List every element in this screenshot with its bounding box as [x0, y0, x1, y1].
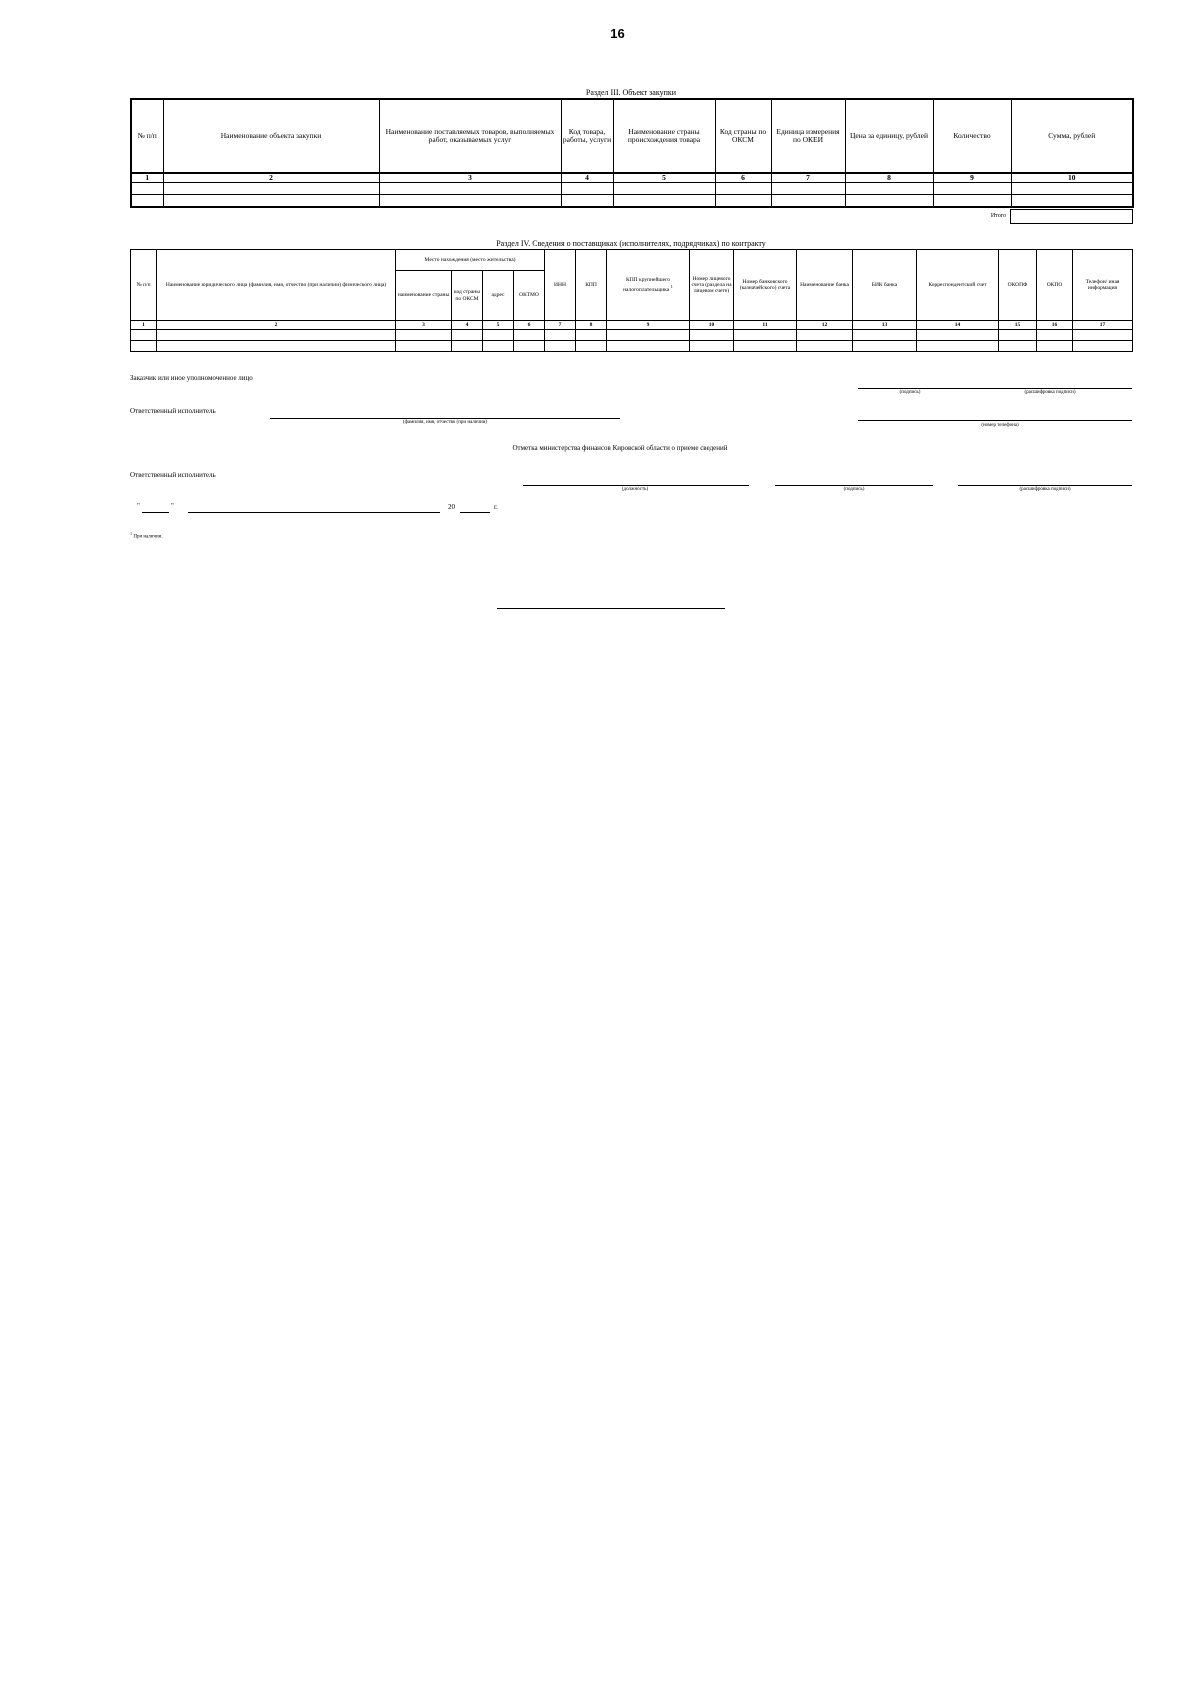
s4-header-account: Номер лицевого счета (раздела на лицевом счете)	[690, 250, 734, 321]
s3-blank-row	[131, 195, 1133, 208]
signature-line-2	[775, 485, 933, 486]
executor-phone-line	[858, 420, 1132, 421]
s3-header-country: Наименование страны происхождения товара	[613, 99, 715, 173]
s4-blank-row	[131, 330, 1133, 341]
s4-col-number: 16	[1037, 321, 1073, 330]
date-quote-open: "	[137, 502, 140, 510]
s4-col-number: 2	[157, 321, 396, 330]
decode-caption: (расшифровка подписи)	[1024, 390, 1076, 395]
s4-header-country-code: код страны по ОКСМ	[452, 271, 483, 321]
s4-header-address: адрес	[483, 271, 514, 321]
date-day-line	[142, 512, 169, 513]
signature-caption: (подпись)	[899, 390, 921, 395]
s4-header-bank-account: Номер банковского (казначейского) счета	[734, 250, 797, 321]
s4-header-inn: ИНН	[545, 250, 576, 321]
s3-header-num: № п/п	[131, 99, 163, 173]
s4-header-okpo: ОКПО	[1037, 250, 1073, 321]
s3-total-cell	[1010, 209, 1133, 224]
s4-header-num: № п/п	[131, 250, 157, 321]
executor-fio-line	[270, 418, 620, 419]
s4-header-phone: Телефон/ иная информация	[1073, 250, 1133, 321]
s4-header-name: Наименование юридического лица (фамилия, имя, отчество (при наличии) физического лица)	[157, 250, 396, 321]
s3-col-number: 1	[131, 173, 163, 183]
page-number: 16	[610, 26, 625, 41]
s4-col-number: 13	[853, 321, 917, 330]
footnote-marker: 1	[670, 283, 673, 289]
date-quote-close: "	[171, 502, 174, 510]
s4-col-number: 8	[576, 321, 607, 330]
s4-col-number: 3	[396, 321, 452, 330]
s4-col-number: 9	[607, 321, 690, 330]
s3-blank-row	[131, 183, 1133, 195]
position-caption: (должность)	[621, 487, 649, 492]
s3-col-number: 2	[163, 173, 379, 183]
s3-header-goods: Наименование поставляемых товаров, выполняемых работ, оказываемых услуг	[379, 99, 561, 173]
fio-caption: (фамилия, имя, отчество (при наличии)	[403, 420, 487, 425]
s3-header-country-code: Код страны по ОКСМ	[715, 99, 771, 173]
section3-table	[130, 98, 1134, 208]
s3-col-number: 9	[933, 173, 1011, 183]
s3-total-label: Итого	[990, 213, 1006, 219]
s4-header-location: Место нахождения (место жительства)	[396, 250, 545, 271]
s4-col-number: 4	[452, 321, 483, 330]
s4-header-corr-account: Корреспондентский счет	[917, 250, 999, 321]
s4-header-oktmo: ОКТМО	[514, 271, 545, 321]
phone-caption: (номер телефона)	[981, 423, 1019, 428]
date-year-prefix: 20	[448, 503, 455, 511]
s3-header-price: Цена за единицу, рублей	[845, 99, 933, 173]
executor-label-2: Ответственный исполнитель	[130, 471, 216, 479]
s4-header-bik: БИК банка	[853, 250, 917, 321]
s4-col-number: 14	[917, 321, 999, 330]
s4-col-number: 5	[483, 321, 514, 330]
customer-signature-line	[858, 388, 1132, 389]
s3-col-number: 3	[379, 173, 561, 183]
s4-header-kpp-major: КПП крупнейшего налогоплательщика $^1$	[607, 250, 690, 321]
ministry-mark-title: Отметка министерства финансов Кировской области о приеме сведений	[512, 444, 728, 452]
s3-header-unit: Единица измерения по ОКЕИ	[771, 99, 845, 173]
s3-col-number: 8	[845, 173, 933, 183]
s3-header-quantity: Количество	[933, 99, 1011, 173]
s4-blank-row	[131, 341, 1133, 352]
s3-col-number: 6	[715, 173, 771, 183]
executor-label: Ответственный исполнитель	[130, 407, 216, 415]
s4-header-kpp: КПП	[576, 250, 607, 321]
s4-col-number: 10	[690, 321, 734, 330]
end-separator-line	[497, 608, 725, 609]
s3-header-code: Код товара, работы, услуги	[561, 99, 613, 173]
footnote-marker: 1	[130, 531, 133, 536]
s3-col-number: 4	[561, 173, 613, 183]
s3-col-number: 5	[613, 173, 715, 183]
section4-title: Раздел IV. Сведения о поставщиках (исполнителях, подрядчиках) по контракту	[496, 239, 766, 248]
s4-col-number: 17	[1073, 321, 1133, 330]
s4-header-country-name: наименование страны	[396, 271, 452, 321]
s4-col-number: 6	[514, 321, 545, 330]
s3-col-number: 10	[1011, 173, 1133, 183]
decode-caption-2: (расшифровка подписи)	[1019, 487, 1071, 492]
customer-label: Заказчик или иное уполномоченное лицо	[130, 374, 253, 382]
s3-col-number: 7	[771, 173, 845, 183]
section3-title: Раздел III. Объект закупки	[585, 88, 677, 97]
position-line	[523, 485, 749, 486]
date-year-line	[460, 512, 490, 513]
s4-col-number: 15	[999, 321, 1037, 330]
s4-col-number: 12	[797, 321, 853, 330]
s4-col-number: 1	[131, 321, 157, 330]
s4-header-bank-name: Наименование банка	[797, 250, 853, 321]
footnote	[130, 531, 163, 540]
s4-col-number: 11	[734, 321, 797, 330]
section4-table	[130, 249, 1133, 352]
s4-col-number: 7	[545, 321, 576, 330]
signature-caption-2: (подпись)	[843, 487, 865, 492]
footnote-text: При наличии.	[133, 534, 163, 540]
s3-header-sum: Сумма, рублей	[1011, 99, 1133, 173]
date-year-suffix: г.	[494, 503, 498, 511]
date-month-line	[188, 512, 440, 513]
decode-line-2	[958, 485, 1132, 486]
s3-header-object: Наименование объекта закупки	[163, 99, 379, 173]
s4-header-okopf: ОКОПФ	[999, 250, 1037, 321]
